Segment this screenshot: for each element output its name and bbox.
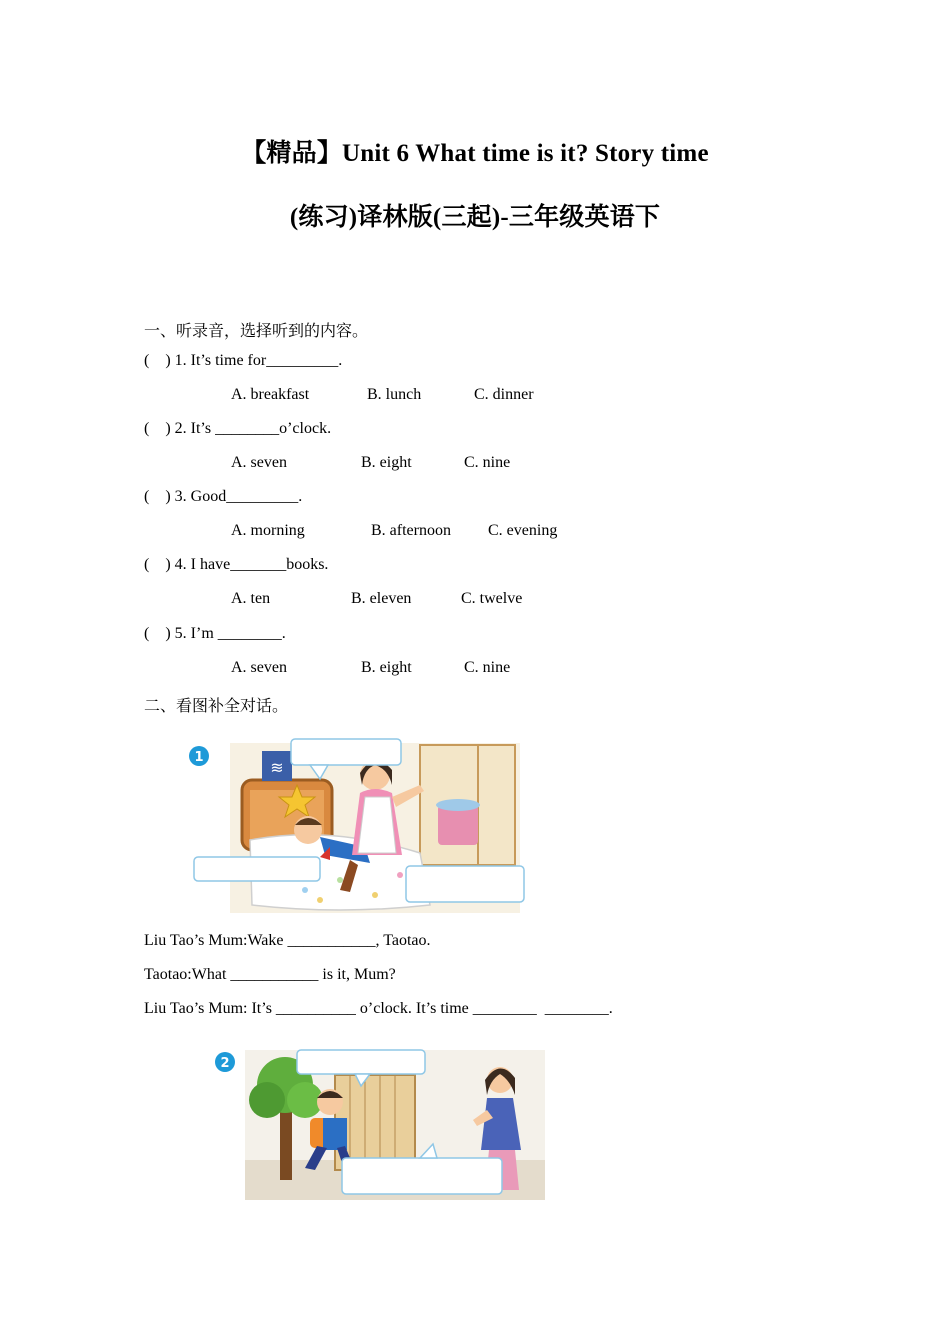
svg-text:≋: ≋ <box>270 758 284 777</box>
question-4-option-c: C. twelve <box>461 590 523 607</box>
page-title-line-2: (练习)译林版(三起)-三年级英语下 <box>289 204 661 231</box>
question-2-option-c: C. nine <box>464 454 511 471</box>
question-4-option-a: A. ten <box>231 590 271 607</box>
question-5: ( ) 5. I’m ________. <box>144 625 286 642</box>
bedroom-illustration <box>180 735 530 920</box>
question-3-option-c: C. evening <box>488 522 558 539</box>
question-5-option-a: A. seven <box>231 659 287 676</box>
school-illustration <box>205 1040 550 1205</box>
question-1: ( ) 1. It’s time for_________. <box>144 352 343 369</box>
question-5-option-b: B. eight <box>361 659 412 676</box>
dialogue-line-3: Liu Tao’s Mum: It’s __________ o’clock. It’s time ________ ________. <box>144 1000 613 1017</box>
question-2: ( ) 2. It’s ________o’clock. <box>144 420 332 437</box>
dialogue-line-1: Liu Tao’s Mum:Wake ___________, Taotao. <box>144 932 431 949</box>
question-1-option-c: C. dinner <box>474 386 534 403</box>
dialogue-line-2: Taotao:What ___________ is it, Mum? <box>144 966 396 983</box>
question-3-option-b: B. afternoon <box>371 522 451 539</box>
question-2-option-b: B. eight <box>361 454 412 471</box>
question-2-option-a: A. seven <box>231 454 287 471</box>
question-3: ( ) 3. Good_________. <box>144 488 303 505</box>
question-4-option-b: B. eleven <box>351 590 412 607</box>
picture-1-number: 1 <box>194 750 204 765</box>
question-4: ( ) 4. I have_______books. <box>144 556 329 573</box>
question-1-option-a: A. breakfast <box>231 386 310 403</box>
picture-2-number: 2 <box>220 1056 230 1071</box>
page-title-line-1: 【精品】Unit 6 What time is it? Story time <box>241 140 709 167</box>
section-1-heading: 一、听录音，选择听到的内容。 <box>144 323 369 340</box>
question-3-option-a: A. morning <box>231 522 305 539</box>
section-2-heading: 二、看图补全对话。 <box>144 698 289 715</box>
question-5-option-c: C. nine <box>464 659 511 676</box>
question-1-option-b: B. lunch <box>367 386 422 403</box>
